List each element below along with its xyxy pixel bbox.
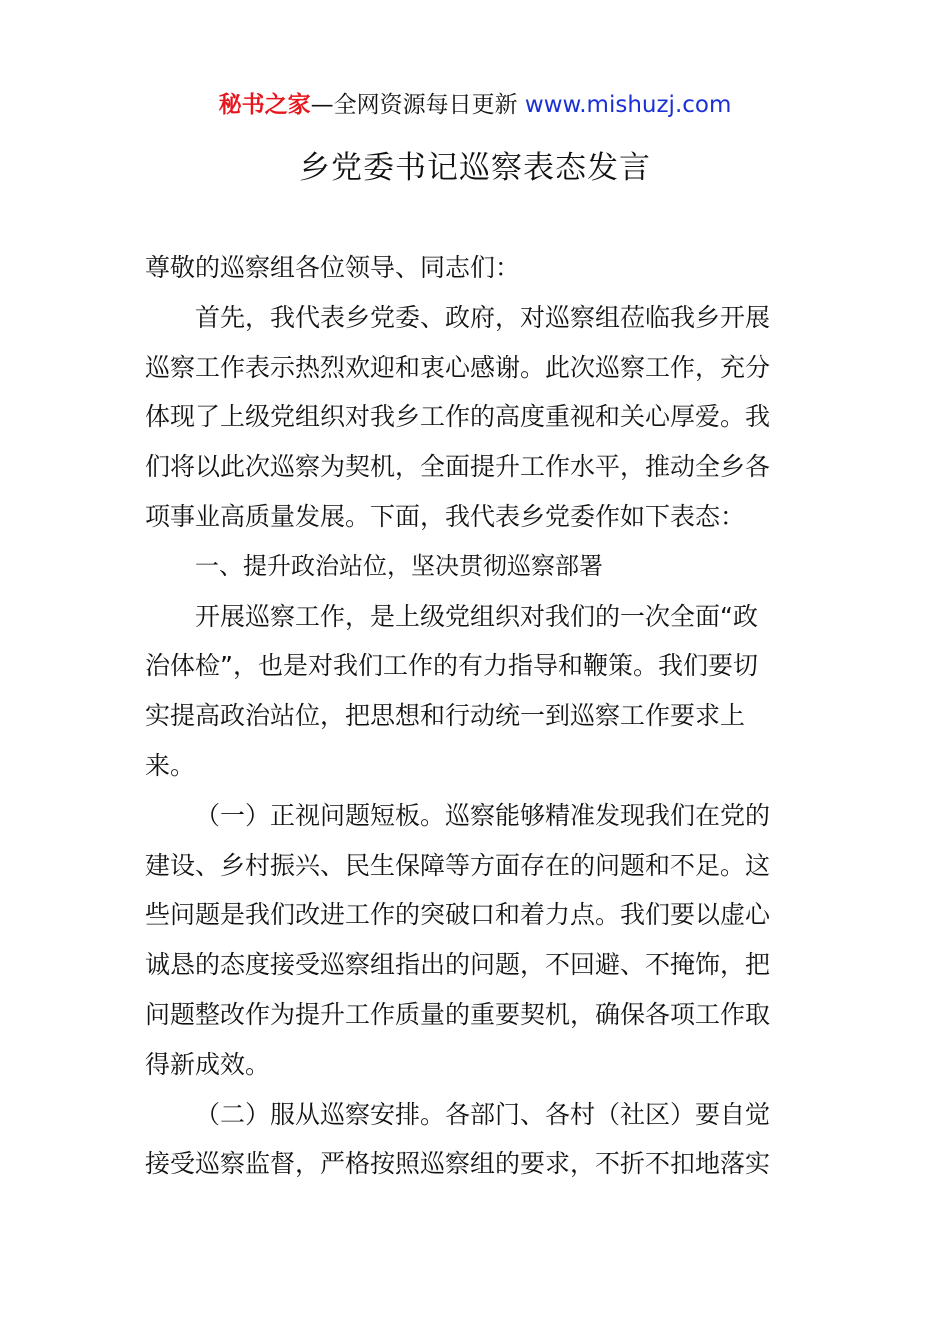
paragraph-line: 项事业高质量发展。下面，我代表乡党委作如下表态： <box>145 501 746 531</box>
document-body <box>145 243 810 1189</box>
paragraph-line: 开展巡察工作，是上级党组织对我们的一次全面“政 <box>195 601 758 631</box>
paragraph-line: 治体检”，也是对我们工作的有力指导和鞭策。我们要切 <box>145 651 758 681</box>
paragraph-line: 接受巡察监督，严格按照巡察组的要求，不折不扣地落实 <box>145 1149 771 1179</box>
paragraph-line: 们将以此次巡察为契机，全面提升工作水平，推动全乡各 <box>145 452 771 482</box>
paragraph-line: 首先，我代表乡党委、政府，对巡察组莅临我乡开展 <box>195 302 771 332</box>
paragraph-line: 问题整改作为提升工作质量的重要契机，确保各项工作取 <box>145 999 771 1029</box>
paragraph-line: （二）服从巡察安排。各部门、各村（社区）要自觉 <box>195 1099 771 1129</box>
site-link[interactable]: www.mishuzj.com <box>524 92 732 118</box>
paragraph-line: （一）正视问题短板。巡察能够精准发现我们在党的 <box>195 800 771 830</box>
paragraph-line: 来。 <box>145 750 196 780</box>
brand-name: 秘书之家 <box>218 92 311 118</box>
paragraph-line: 建设、乡村振兴、民生保障等方面存在的问题和不足。这 <box>145 850 771 880</box>
salutation-line: 尊敬的巡察组各位领导、同志们： <box>145 253 521 282</box>
watermark-header <box>0 88 950 122</box>
paragraph-line: 得新成效。 <box>145 1049 271 1079</box>
paragraph-line: 诚恳的态度接受巡察组指出的问题，不回避、不掩饰，把 <box>145 950 771 980</box>
paragraph-line: 些问题是我们改进工作的突破口和着力点。我们要以虚心 <box>145 900 771 930</box>
paragraph-line: 巡察工作表示热烈欢迎和衷心感谢。此次巡察工作，充分 <box>145 352 771 382</box>
section-heading: 一、提升政治站位，坚决贯彻巡察部署 <box>195 551 603 580</box>
paragraph-line: 体现了上级党组织对我乡工作的高度重视和关心厚爱。我 <box>145 402 771 432</box>
header-tagline: —全网资源每日更新 <box>310 92 525 118</box>
paragraph-line: 实提高政治站位，把思想和行动统一到巡察工作要求上 <box>145 701 746 731</box>
document-title: 乡党委书记巡察表态发言 <box>299 150 651 186</box>
